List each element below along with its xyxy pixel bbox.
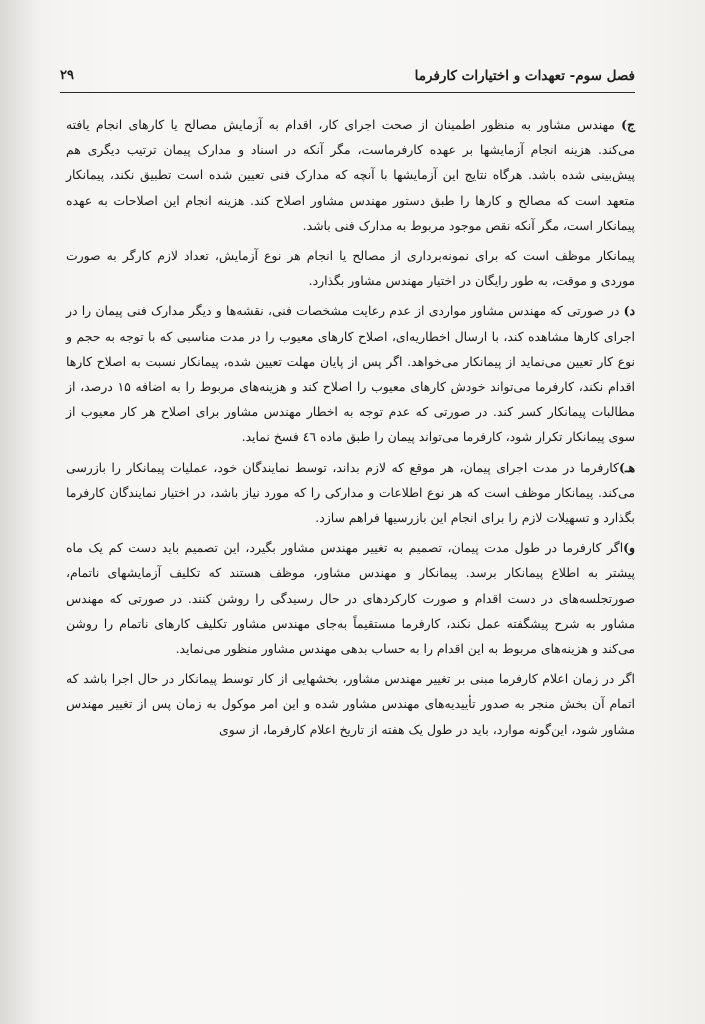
chapter-title: فصل سوم- تعهدات و اختیارات کارفرما [414, 68, 635, 84]
paragraph-j-continued [66, 243, 635, 293]
paragraph-label: د) [623, 303, 635, 319]
paragraph-v [66, 535, 635, 661]
paragraph-label: هـ) [618, 459, 635, 475]
paragraph-text: اگر کارفرما در طول مدت پیمان، تصمیم به تغییر مهندس مشاور بگیرد، این تصمیم باید دست کم یک ماه پیشتر به اطلاع پیمانکار برسد. پیمانکار و مهندس مشاور، موظف هستند که تکلیف آزمایشهای ناتمام، صورتجلسه‌های در دست اقدام و صورت کارکردهای در حال رسیدگی را روشن کنند. در صورتی که مهندس مشاور به شرح پیشگفته عمل نکند، کارفرما مستقیماً به‌جای مهندس مشاور تکلیف کارهای ناتمام را روشن می‌کند و هزینه‌های مربوط به این اقدام را به حساب بدهی مهندس مشاور منظور می‌نماید. [66, 540, 635, 657]
page-number: ۲۹ [60, 68, 74, 83]
paragraph-j [66, 112, 635, 238]
paragraph-text: کارفرما در مدت اجرای پیمان، هر موقع که لازم بداند، توسط نمایندگان خود، عملیات پیمانکار را بازرسی می‌کند. پیمانکار موظف است که هر نوع اطلاعات و مدارکی را که مورد نیاز باشد، در اختیار نمایندگان کارفرما بگذارد و تسهیلات لازم را برای انجام این بازرسیها فراهم سازد. [66, 459, 635, 526]
paragraph-h [66, 455, 635, 531]
paragraph-text: پیمانکار موظف است که برای نمونه‌برداری از مصالح یا انجام هر نوع آزمایش، تعداد لازم کارگر به صورت موردی و موقت، به طور رایگان در اختیار مهندس مشاور بگذارد. [66, 248, 635, 289]
page-header [60, 66, 635, 90]
paragraph-d [66, 298, 635, 449]
paragraph-label: و) [623, 540, 635, 556]
paragraph-text: در صورتی که مهندس مشاور مواردی از عدم رعایت مشخصات فنی، نقشه‌ها و دیگر مدارک فنی پیمان را در اجرای کارها مشاهده کند، با ارسال اخطاریه‌ای، اصلاح کارهای معیوب را در مدت مناسبی که با توجه به حجم و نوع کار تعیین می‌نماید از پیمانکار می‌خواهد. اگر پس از پایان مهلت تعیین شده، پیمانکار نسبت به اصلاح کارها اقدام نکند، کارفرما می‌تواند خودش کارهای معیوب را اصلاح کند و هزینه‌های مربوط را به اضافه ۱۵ درصد، از مطالبات پیمانکار کسر کند. در صورتی که عدم توجه به اخطار مهندس مشاور برای اصلاح هر کار معیوب از سوی پیمانکار تکرار شود، کارفرما می‌تواند پیمان را طبق ماده ٤٦ فسخ نماید. [66, 303, 635, 445]
paragraph-label: ج) [621, 117, 635, 132]
page-body [66, 112, 635, 747]
paragraph-text: اگر در زمان اعلام کارفرما مبنی بر تغییر مهندس مشاور، بخشهایی از کار توسط پیمانکار در حال اجرا باشد که اتمام آن بخش منجر به صدور تأییدیه‌های مهندس مشاور شده و این امر موکول به زمان پس از تغییر مهندس مشاور شود، این‌گونه موارد، باید در طول یک هفته از تاریخ اعلام کارفرما، از سوی [66, 671, 635, 737]
header-rule [60, 92, 635, 93]
paragraph-text: مهندس مشاور به منظور اطمینان از صحت اجرای کار، اقدام به آزمایش مصالح یا کارهای انجام یافته می‌کند. هزینه انجام آزمایشها بر عهده کارفرماست، مگر آنکه در اسناد و مدارک پیمان ترتیب دیگری هم پیش‌بینی شده باشد. هرگاه نتایج این آزمایشها با آنچه که مدارک فنی تعیین شده است تطبیق نکند، پیمانکار متعهد است که مصالح و کارها را طبق دستور مهندس مشاور اصلاح کند. هزینه انجام این اصلاحات به عهده پیمانکار است، مگر آنکه نقص موجود مربوط به مدارک فنی باشد. [66, 117, 635, 233]
paragraph-v-continued [66, 666, 635, 742]
